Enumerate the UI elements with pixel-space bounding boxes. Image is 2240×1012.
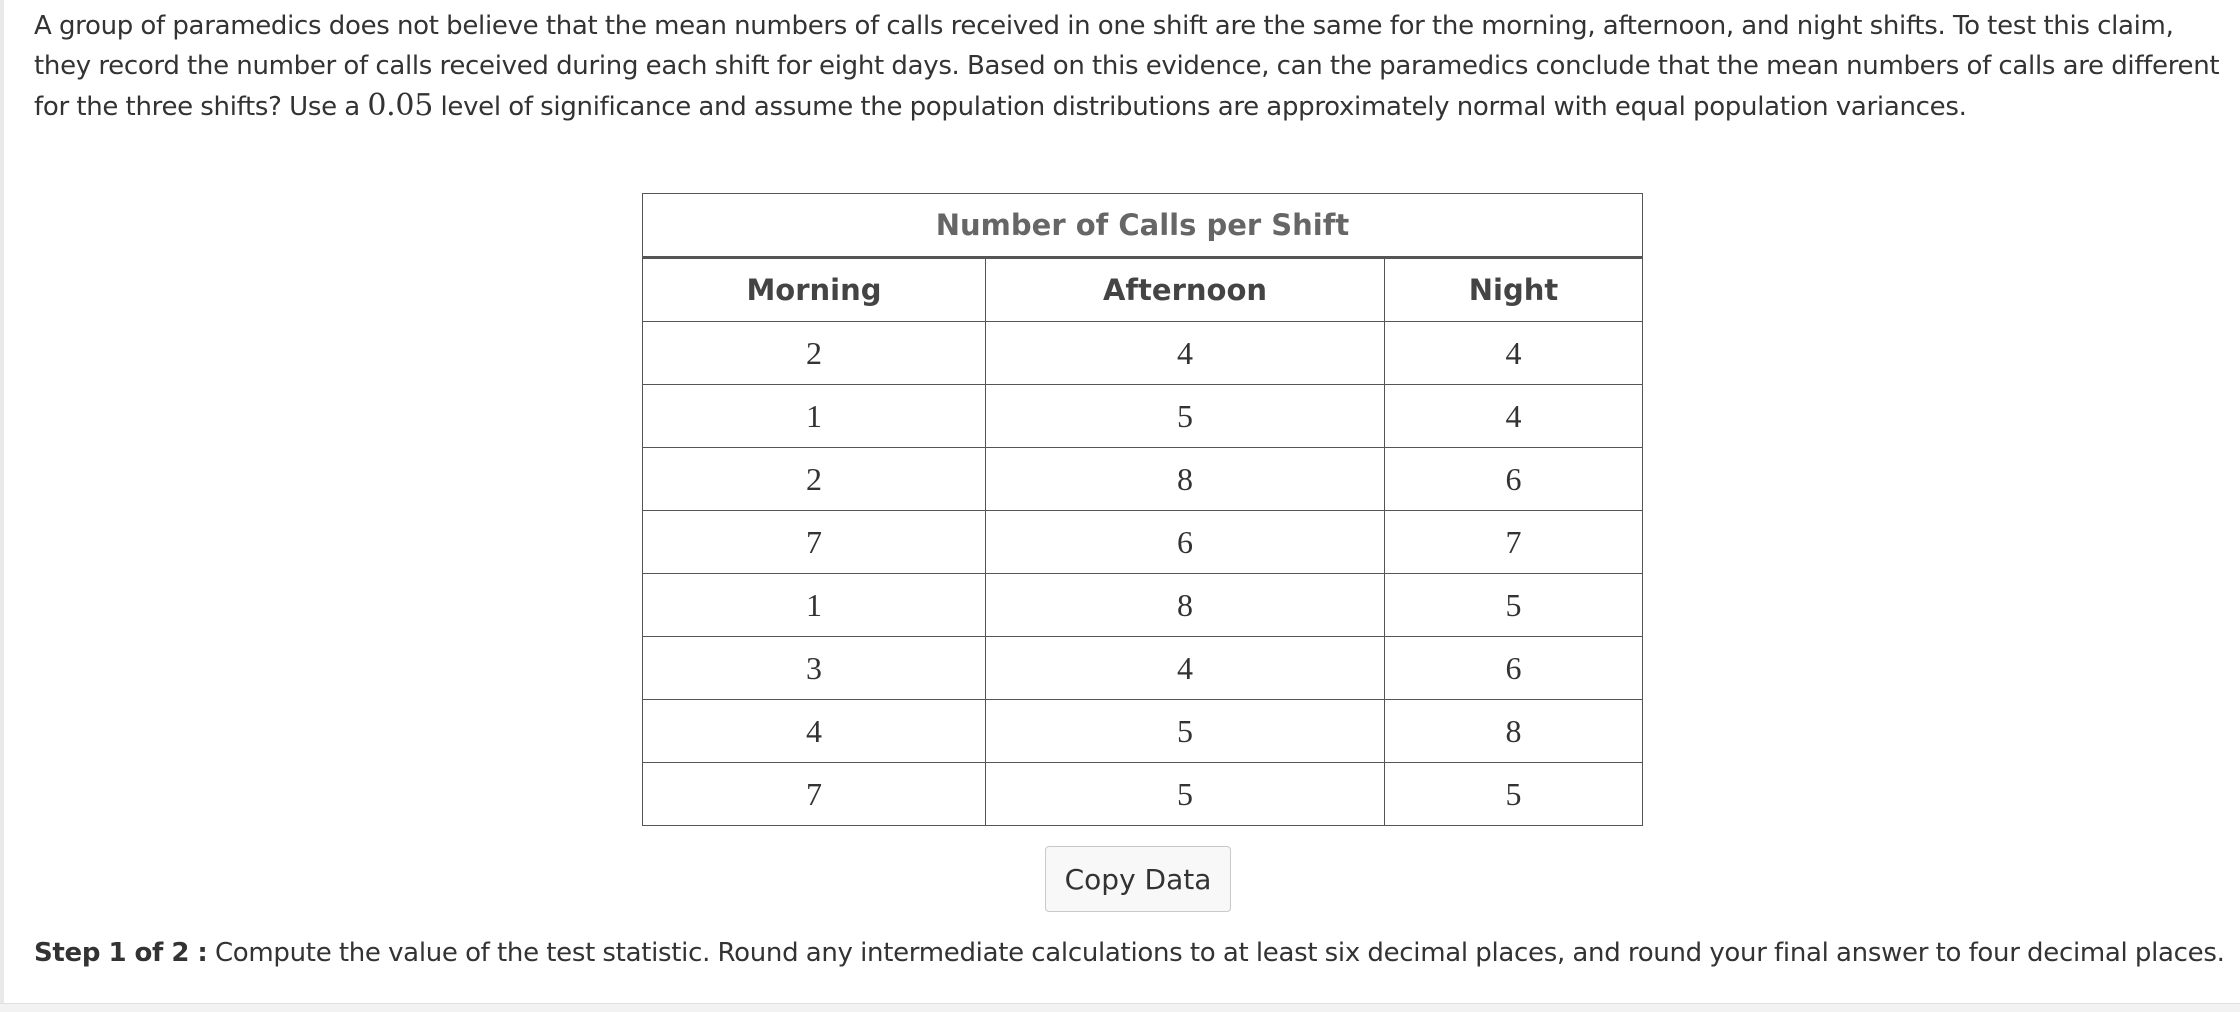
table-row (643, 574, 1643, 637)
table-cell: 5 (986, 700, 1385, 763)
question-text-after: level of significance and assume the population distributions are approximately normal with equal population variances. (433, 92, 1967, 122)
header-afternoon: Afternoon (986, 258, 1385, 322)
table-cell: 2 (643, 322, 986, 385)
table-cell: 6 (986, 511, 1385, 574)
bottom-border (0, 1003, 2240, 1012)
table-cell: 4 (986, 637, 1385, 700)
question-text-before: A group of paramedics does not believe that the mean numbers of calls received in one shift are the same for the morning, afternoon, and night shifts. To test this claim, they record the number of calls received during each shift for eight days. Based on this evidence, can the paramedics conclude that the mean numbers of calls are different for the three shifts? Use a (34, 11, 2220, 122)
table-cell: 4 (986, 322, 1385, 385)
table-cell: 8 (986, 574, 1385, 637)
table-cell: 5 (986, 385, 1385, 448)
question-text (34, 6, 2230, 127)
table-cell: 5 (986, 763, 1385, 826)
table-cell: 1 (643, 385, 986, 448)
table-cell: 4 (643, 700, 986, 763)
significance-level: 0.05 (367, 88, 433, 123)
table-cell: 6 (1385, 637, 1643, 700)
table-row (643, 448, 1643, 511)
table-cell: 8 (1385, 700, 1643, 763)
table-row (643, 637, 1643, 700)
table-cell: 7 (1385, 511, 1643, 574)
left-border (0, 0, 4, 1012)
step-instructions (34, 933, 2230, 973)
step-label: Step 1 of 2 : (34, 938, 208, 968)
table-cell: 3 (643, 637, 986, 700)
table-cell: 5 (1385, 574, 1643, 637)
table-cell: 6 (1385, 448, 1643, 511)
table-cell: 4 (1385, 385, 1643, 448)
table-caption: Number of Calls per Shift (643, 194, 1643, 258)
table-row (643, 763, 1643, 826)
table-row (643, 700, 1643, 763)
table-cell: 2 (643, 448, 986, 511)
table-cell: 7 (643, 763, 986, 826)
calls-table (642, 193, 1643, 826)
table-header-row (643, 258, 1643, 322)
table-cell: 7 (643, 511, 986, 574)
step-text: Compute the value of the test statistic. Round any intermediate calculations to at least six decimal places, and round your final answer to four decimal places. (214, 938, 2225, 968)
table-row (643, 385, 1643, 448)
copy-data-button[interactable]: Copy Data (1045, 846, 1231, 912)
table-cell: 8 (986, 448, 1385, 511)
table-row (643, 322, 1643, 385)
table-row (643, 511, 1643, 574)
table-cell: 4 (1385, 322, 1643, 385)
header-morning: Morning (643, 258, 986, 322)
header-night: Night (1385, 258, 1643, 322)
table-cell: 5 (1385, 763, 1643, 826)
table-cell: 1 (643, 574, 986, 637)
